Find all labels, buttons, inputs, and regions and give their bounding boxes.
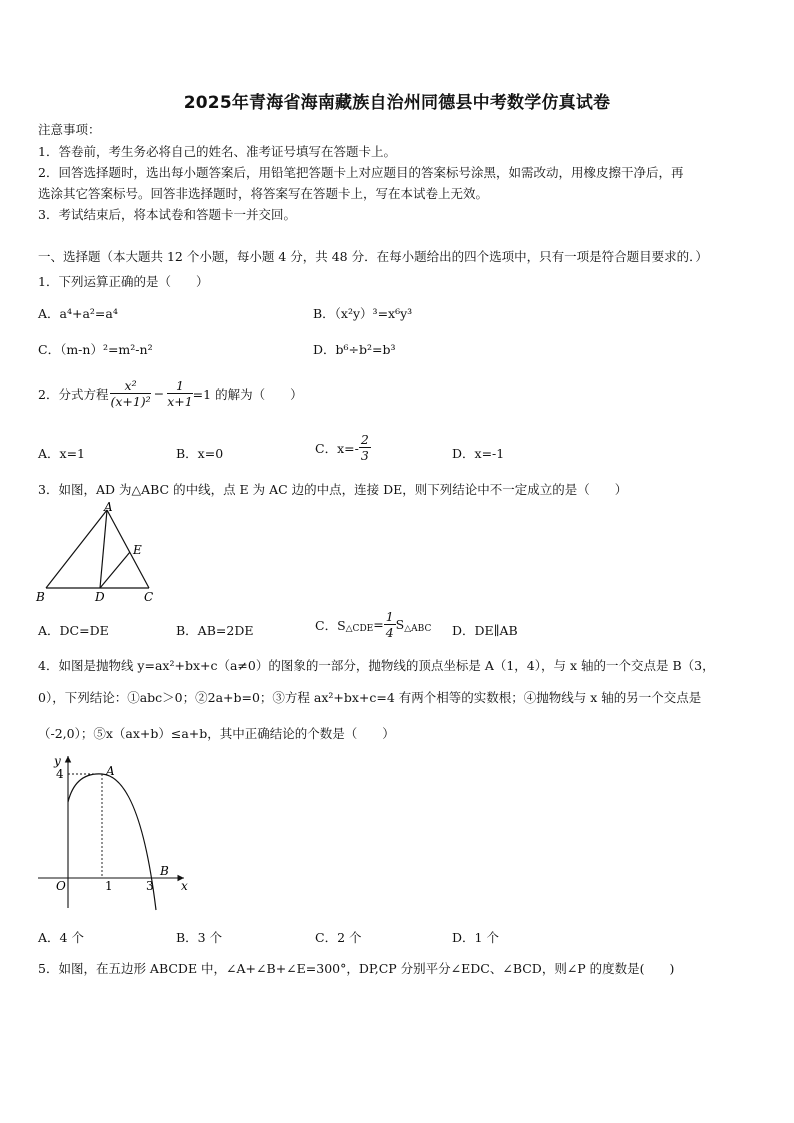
- q4-option-b: B．3 个: [176, 930, 223, 945]
- q2-suffix: =1 的解为（ ）: [192, 386, 303, 402]
- q3-option-c-eq: =: [373, 617, 384, 632]
- point-b-label: B: [160, 864, 169, 878]
- y-tick-4: 4: [56, 767, 64, 781]
- q3-option-a: A．DC=DE: [38, 623, 109, 638]
- q2-option-c: [315, 432, 371, 463]
- q2-prefix: 2．分式方程: [38, 386, 109, 402]
- notice-item-2: 2．回答选择题时，选出每小题答案后，用铅笔把答题卡上对应题目的答案标号涂黑，如需改动，用橡皮擦干净后，再: [38, 165, 684, 180]
- notice-item-3: 3．考试结束后，将本试卷和答题卡一并交回。: [38, 207, 296, 222]
- segment-de: [100, 552, 130, 588]
- page-title: 2025年青海省海南藏族自治州同德县中考数学仿真试卷: [183, 93, 611, 113]
- q3-option-c: [315, 609, 431, 640]
- label-c: C: [144, 590, 154, 604]
- q2-option-b: B．x=0: [176, 446, 224, 461]
- q2-option-c-num: 2: [360, 432, 369, 447]
- q4-option-d: D．1 个: [452, 930, 499, 945]
- q3-option-c-num: 1: [385, 609, 394, 624]
- q2-option-c-prefix: C．x=-: [315, 440, 359, 456]
- q1-option-b: B．（x²y）³=x⁶y³: [313, 306, 413, 321]
- section-heading: 一、选择题（本大题共 12 个小题，每小题 4 分，共 48 分．在每小题给出的四个选项中，只有一项是符合题目要求的．）: [38, 249, 708, 264]
- q3-option-c-prefix: C．S: [315, 617, 346, 633]
- q2-fraction-2: [167, 378, 192, 409]
- q3-option-c-s: S: [395, 617, 405, 632]
- q4-stem-line-1: 4．如图是抛物线 y=ax²+bx+c（a≠0）的图象的一部分，抛物线的顶点坐标是 A（1，4），与 x 轴的一个交点是 B（3，: [38, 658, 715, 673]
- q2-fraction-2-den: x+1: [167, 394, 193, 409]
- q2-option-c-den: 3: [360, 448, 369, 463]
- q2-minus: −: [153, 386, 165, 401]
- q2-stem: [38, 378, 303, 409]
- q2-fraction-1: [110, 378, 150, 409]
- q2-option-d: D．x=-1: [452, 446, 505, 461]
- q3-option-c-fraction: [384, 609, 396, 640]
- notice-item-1: 1．答卷前，考生务必将自己的姓名、准考证号填写在答题卡上。: [38, 144, 396, 159]
- q3-stem: 3．如图，AD 为△ABC 的中线，点 E 为 AC 边的中点，连接 DE，则下列结论中不一定成立的是（ ）: [38, 482, 628, 497]
- q3-option-d: D．DE∥AB: [452, 623, 518, 638]
- x-axis-label: x: [181, 879, 188, 893]
- segment-ad: [100, 510, 107, 588]
- x-tick-3: 3: [146, 879, 154, 893]
- q5-stem: 5．如图，在五边形 ABCDE 中，∠A+∠B+∠E=300°，DP,CP 分别平分∠EDC、∠BCD，则∠P 的度数是( ): [38, 961, 675, 976]
- q3-triangle-figure: [34, 500, 159, 608]
- label-a: A: [104, 500, 113, 514]
- q2-fraction-1-den: (x+1)²: [110, 394, 151, 409]
- notice-heading: 注意事项：: [38, 122, 101, 137]
- q1-stem: 1．下列运算正确的是（ ）: [38, 274, 209, 289]
- q4-option-a: A．4 个: [38, 930, 84, 945]
- label-d: D: [95, 590, 105, 604]
- q1-option-d: D．b⁶÷b²=b³: [313, 342, 396, 357]
- q3-option-b: B．AB=2DE: [176, 623, 254, 638]
- q4-stem-line-3: （-2,0）；⑤x（ax+b）≤a+b，其中正确结论的个数是（ ）: [38, 726, 395, 741]
- x-tick-1: 1: [105, 879, 113, 893]
- q4-option-c: C．2 个: [315, 930, 362, 945]
- point-a-label: A: [106, 764, 115, 778]
- q3-option-c-sub1: △CDE: [345, 623, 374, 634]
- q2-fraction-2-num: 1: [167, 378, 192, 394]
- origin-label: O: [56, 879, 66, 893]
- q3-option-c-sub2: △ABC: [404, 623, 432, 634]
- q2-fraction-1-num: x²: [110, 378, 150, 394]
- label-e: E: [133, 543, 142, 557]
- q3-option-c-den: 4: [385, 625, 394, 640]
- q2-option-a: A．x=1: [38, 446, 86, 461]
- q1-option-a: A．a⁴+a²=a⁴: [38, 306, 118, 321]
- q4-parabola-graph: [34, 748, 199, 913]
- q1-option-c: C．（m-n）²=m²-n²: [38, 342, 153, 357]
- q4-stem-line-2: 0），下列结论：①abc＞0；②2a+b=0；③方程 ax²+bx+c=4 有两个相等的实数根；④抛物线与 x 轴的另一个交点是: [38, 690, 702, 705]
- notice-item-2-cont: 选涂其它答案标号。回答非选择题时，将答案写在答题卡上，写在本试卷上无效。: [38, 186, 489, 201]
- label-b: B: [36, 590, 45, 604]
- segment-ab: [46, 510, 107, 588]
- segment-ac: [107, 510, 149, 588]
- y-axis-label: y: [54, 754, 61, 768]
- q2-option-c-fraction: [359, 432, 371, 463]
